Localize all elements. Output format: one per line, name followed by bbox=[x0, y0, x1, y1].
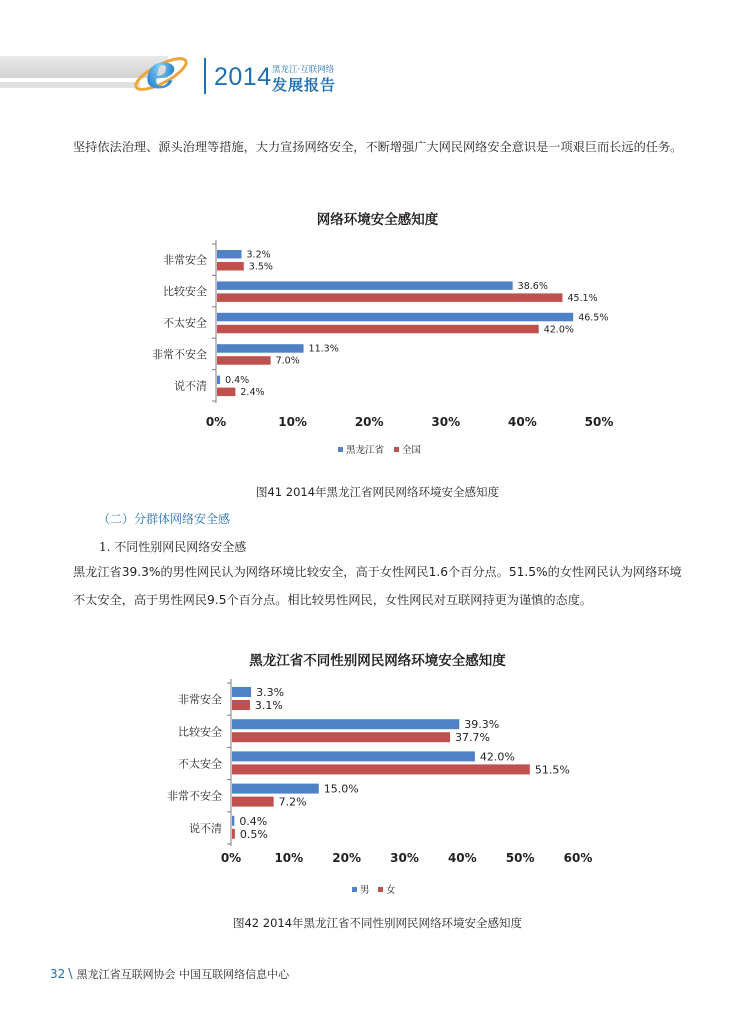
x-tick-label: 40% bbox=[447, 851, 477, 865]
x-tick-label: 30% bbox=[390, 851, 419, 865]
data-label: 45.1% bbox=[567, 292, 598, 304]
x-tick-label: 50% bbox=[505, 851, 535, 865]
chart1-bar-chart bbox=[0, 236, 755, 466]
data-label: 37.7% bbox=[455, 731, 490, 745]
bar-series2 bbox=[232, 732, 450, 742]
chart2-bar-chart bbox=[0, 676, 755, 902]
data-label: 42.0% bbox=[479, 750, 515, 764]
bar-series1 bbox=[217, 344, 304, 353]
bar-series1 bbox=[232, 816, 234, 826]
category-label: 不太安全 bbox=[178, 757, 222, 771]
data-label: 11.3% bbox=[308, 343, 339, 355]
x-tick-label: 60% bbox=[563, 851, 593, 865]
legend-label: 男 bbox=[360, 885, 370, 896]
chart2-title: 黑龙江省不同性别网民网络环境安全感知度 bbox=[249, 653, 506, 669]
category-label: 说不清 bbox=[174, 379, 207, 393]
legend-swatch bbox=[378, 887, 383, 892]
x-tick-label: 0% bbox=[220, 851, 242, 865]
data-label: 2.4% bbox=[240, 387, 265, 399]
bar-series1 bbox=[232, 687, 251, 697]
legend-label: 女 bbox=[386, 885, 396, 896]
data-label: 15.0% bbox=[323, 782, 359, 796]
legend-swatch bbox=[394, 447, 399, 452]
legend-swatch bbox=[352, 887, 357, 892]
x-tick-label: 20% bbox=[354, 415, 384, 429]
bar-series1 bbox=[217, 281, 513, 290]
data-label: 0.5% bbox=[239, 827, 268, 841]
data-label: 0.4% bbox=[239, 814, 268, 828]
page-number: 32 bbox=[50, 967, 66, 981]
x-tick-label: 30% bbox=[431, 415, 461, 429]
legend-label: 全国 bbox=[402, 445, 422, 456]
x-tick-label: 10% bbox=[278, 415, 307, 429]
bar-series1 bbox=[232, 751, 475, 761]
chart1-title: 网络环境安全感知度 bbox=[316, 212, 439, 228]
bar-series1 bbox=[217, 376, 220, 385]
bar-series2 bbox=[217, 356, 271, 365]
x-tick-label: 0% bbox=[205, 415, 227, 429]
bar-series2 bbox=[232, 764, 530, 774]
data-label: 3.3% bbox=[256, 686, 285, 699]
x-tick-label: 40% bbox=[508, 415, 537, 429]
chart2-caption: 图42 2014年黑龙江省不同性别网民网络环境安全感知度 bbox=[232, 916, 523, 930]
x-tick-label: 10% bbox=[274, 851, 304, 865]
header-decoration-stripe bbox=[0, 82, 140, 88]
data-label: 46.5% bbox=[578, 312, 609, 324]
data-label: 7.0% bbox=[275, 355, 300, 367]
data-label: 3.1% bbox=[254, 699, 283, 712]
header-title: 发展报告 bbox=[272, 76, 337, 94]
body-paragraph-2: 黑龙江省39.3%的男性网民认为网络环境比较安全，高于女性网民1.6个百分点。51.5%的女性网民认为网络环境不太安全，高于男性网民9.5个百分点。相比较男性网民，女性网民对互联网持更为谨慎的态度。 bbox=[73, 565, 682, 607]
bar-series2 bbox=[217, 388, 235, 397]
page-footer bbox=[50, 966, 289, 982]
x-tick-label: 20% bbox=[332, 851, 362, 865]
ie-logo-icon bbox=[128, 44, 192, 102]
category-label: 非常不安全 bbox=[167, 789, 222, 803]
data-label: 7.2% bbox=[278, 795, 307, 809]
chart1-caption: 图41 2014年黑龙江省网民网络环境安全感知度 bbox=[255, 485, 500, 499]
x-tick-label: 50% bbox=[584, 415, 614, 429]
header-separator bbox=[204, 58, 206, 94]
bar-series2 bbox=[217, 325, 539, 334]
bar-series2 bbox=[232, 700, 250, 710]
bar-series2 bbox=[232, 829, 235, 839]
data-label: 51.5% bbox=[534, 763, 570, 777]
footer-text: 黑龙江省互联网协会 中国互联网络信息中心 bbox=[76, 968, 290, 981]
subsection-title: 1. 不同性别网民网络安全感 bbox=[99, 540, 247, 554]
category-label: 不太安全 bbox=[163, 316, 207, 330]
bar-series2 bbox=[232, 797, 274, 807]
data-label: 3.2% bbox=[246, 249, 271, 261]
bar-series1 bbox=[232, 719, 459, 729]
data-label: 39.3% bbox=[464, 718, 500, 732]
data-label: 42.0% bbox=[543, 324, 574, 336]
section-title: （二）分群体网络安全感 bbox=[98, 512, 231, 526]
header-year: 2014 bbox=[214, 63, 272, 91]
legend-swatch bbox=[338, 447, 343, 452]
bar-series1 bbox=[217, 250, 242, 259]
category-label: 比较安全 bbox=[178, 725, 222, 739]
body-paragraph-1: 坚持依法治理、源头治理等措施，大力宣扬网络安全，不断增强广大网民网络安全意识是一项艰巨而长远的任务。 bbox=[73, 140, 683, 154]
data-label: 3.5% bbox=[248, 261, 273, 273]
category-label: 非常不安全 bbox=[152, 347, 207, 361]
data-label: 38.6% bbox=[517, 280, 548, 292]
data-label: 0.4% bbox=[225, 375, 250, 387]
legend-label: 黑龙江省 bbox=[346, 445, 385, 456]
header-subtitle: 黑龙江·互联网络 bbox=[272, 65, 335, 75]
svg-text:e: e bbox=[145, 44, 177, 100]
category-label: 说不清 bbox=[189, 821, 222, 835]
bar-series2 bbox=[217, 262, 244, 271]
category-label: 非常安全 bbox=[163, 253, 207, 267]
bar-series1 bbox=[232, 784, 319, 794]
bar-series2 bbox=[217, 293, 562, 302]
footer-slash: \ bbox=[68, 967, 73, 982]
bar-series1 bbox=[217, 313, 573, 322]
category-label: 比较安全 bbox=[163, 285, 207, 299]
category-label: 非常安全 bbox=[178, 693, 222, 707]
